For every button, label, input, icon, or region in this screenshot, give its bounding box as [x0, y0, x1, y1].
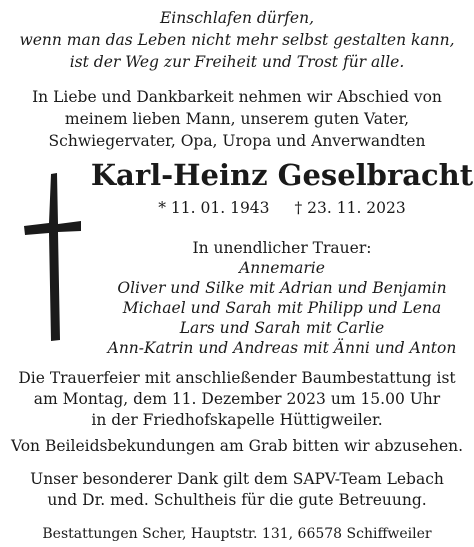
mourners-heading: In unendlicher Trauer:	[192, 239, 372, 257]
mourner-line: Annemarie	[239, 259, 325, 277]
cross-icon	[24, 172, 82, 342]
mourner-line: Michael und Sarah mit Philipp und Lena	[122, 299, 442, 317]
quote-line: wenn man das Leben nicht mehr selbst gestalten kann,	[19, 31, 455, 49]
ceremony-line: am Montag, dem 11. Dezember 2023 um 15.00 Uhr	[33, 390, 441, 408]
mourner-line: Oliver und Silke mit Adrian und Benjamin	[117, 279, 447, 297]
thanks-line: Unser besonderer Dank gilt dem SAPV-Team Lebach	[30, 470, 444, 488]
mourners-block	[90, 238, 474, 358]
mourner-line: Ann-Katrin und Andreas mit Änni und Anton	[107, 339, 457, 357]
ceremony-line: in der Friedhofskapelle Hüttigweiler.	[91, 411, 383, 429]
funeral-home-footer: Bestattungen Scher, Hauptstr. 131, 66578 Schiffweiler	[42, 526, 432, 542]
intro-line: In Liebe und Dankbarkeit nehmen wir Abschied von	[32, 88, 442, 106]
quote-line: Einschlafen dürfen,	[159, 9, 315, 27]
thanks-line: und Dr. med. Schultheis für die gute Betreuung.	[47, 491, 427, 509]
intro-line: meinem lieben Mann, unserem guten Vater,	[64, 110, 410, 128]
mourner-line: Lars und Sarah mit Carlie	[179, 319, 385, 337]
condolence-note: Von Beileidsbekundungen am Grab bitten wir abzusehen.	[10, 437, 464, 455]
quote-line: ist der Weg zur Freiheit und Trost für alle.	[69, 53, 405, 71]
birth-date: * 11. 01. 1943	[158, 199, 270, 217]
ceremony-line: Die Trauerfeier mit anschließender Baumbestattung ist	[18, 369, 456, 387]
deceased-name: Karl-Heinz Geselbracht	[90, 158, 474, 192]
intro-line: Schwiegervater, Opa, Uropa und Anverwandten	[48, 132, 426, 150]
death-date: † 23. 11. 2023	[294, 199, 406, 217]
life-dates	[90, 198, 474, 218]
